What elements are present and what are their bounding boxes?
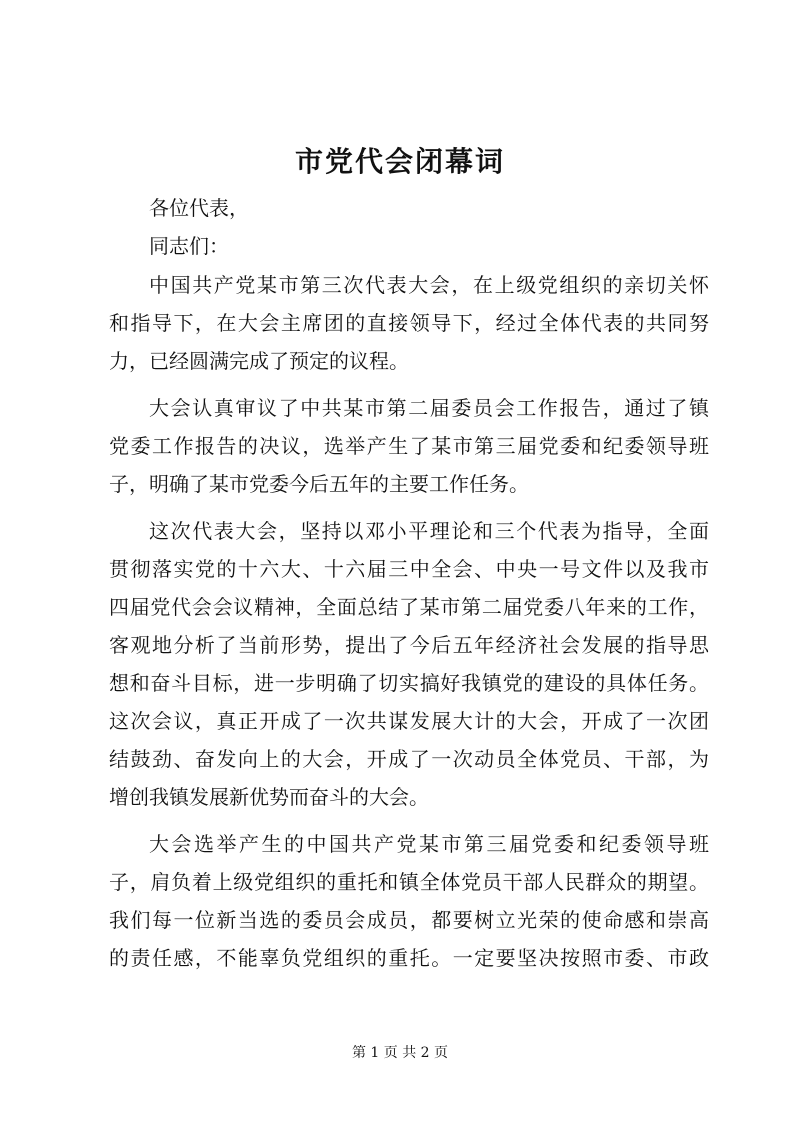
body-line: 力，已经圆满完成了预定的议程。 xyxy=(109,349,409,373)
body-line: 我们每一位新当选的委员会成员，都要树立光荣的使命感和崇高 xyxy=(109,908,709,932)
page-number: 第 1 页 共 2 页 xyxy=(351,1045,449,1061)
body-line-salutation: 同志们： xyxy=(149,234,229,258)
body-line: 想和奋斗目标，进一步明确了切实搞好我镇党的建设的具体任务。 xyxy=(109,671,709,695)
body-line: 贯彻落实党的十六大、十六届三中全会、中央一号文件以及我市 xyxy=(109,557,709,581)
body-line: 客观地分析了当前形势，提出了今后五年经济社会发展的指导思 xyxy=(109,633,709,657)
body-line: 这次代表大会，坚持以邓小平理论和三个代表为指导，全面 xyxy=(149,519,709,543)
body-line: 这次会议，真正开成了一次共谋发展大计的大会，开成了一次团 xyxy=(109,709,709,733)
body-line: 子，明确了某市党委今后五年的主要工作任务。 xyxy=(109,472,529,496)
body-line: 大会选举产生的中国共产党某市第三届党委和纪委领导班 xyxy=(149,832,709,856)
body-line: 的责任感，不能辜负党组织的重托。一定要坚决按照市委、市政 xyxy=(109,946,709,970)
body-line: 大会认真审议了中共某市第二届委员会工作报告，通过了镇 xyxy=(149,396,709,420)
body-line-greeting: 各位代表， xyxy=(149,196,249,220)
body-line: 增创我镇发展新优势而奋斗的大会。 xyxy=(109,785,429,809)
body-line: 结鼓劲、奋发向上的大会，开成了一次动员全体党员、干部，为 xyxy=(109,747,709,771)
body-line: 四届党代会会议精神，全面总结了某市第二届党委八年来的工作， xyxy=(109,595,709,619)
document-title: 市党代会闭幕词 xyxy=(294,145,505,178)
body-line: 党委工作报告的决议，选举产生了某市第三届党委和纪委领导班 xyxy=(109,434,709,458)
body-line: 中国共产党某市第三次代表大会，在上级党组织的亲切关怀 xyxy=(149,273,709,297)
body-line: 子，肩负着上级党组织的重托和镇全体党员干部人民群众的期望。 xyxy=(109,870,709,894)
body-line: 和指导下，在大会主席团的直接领导下，经过全体代表的共同努 xyxy=(109,311,709,335)
